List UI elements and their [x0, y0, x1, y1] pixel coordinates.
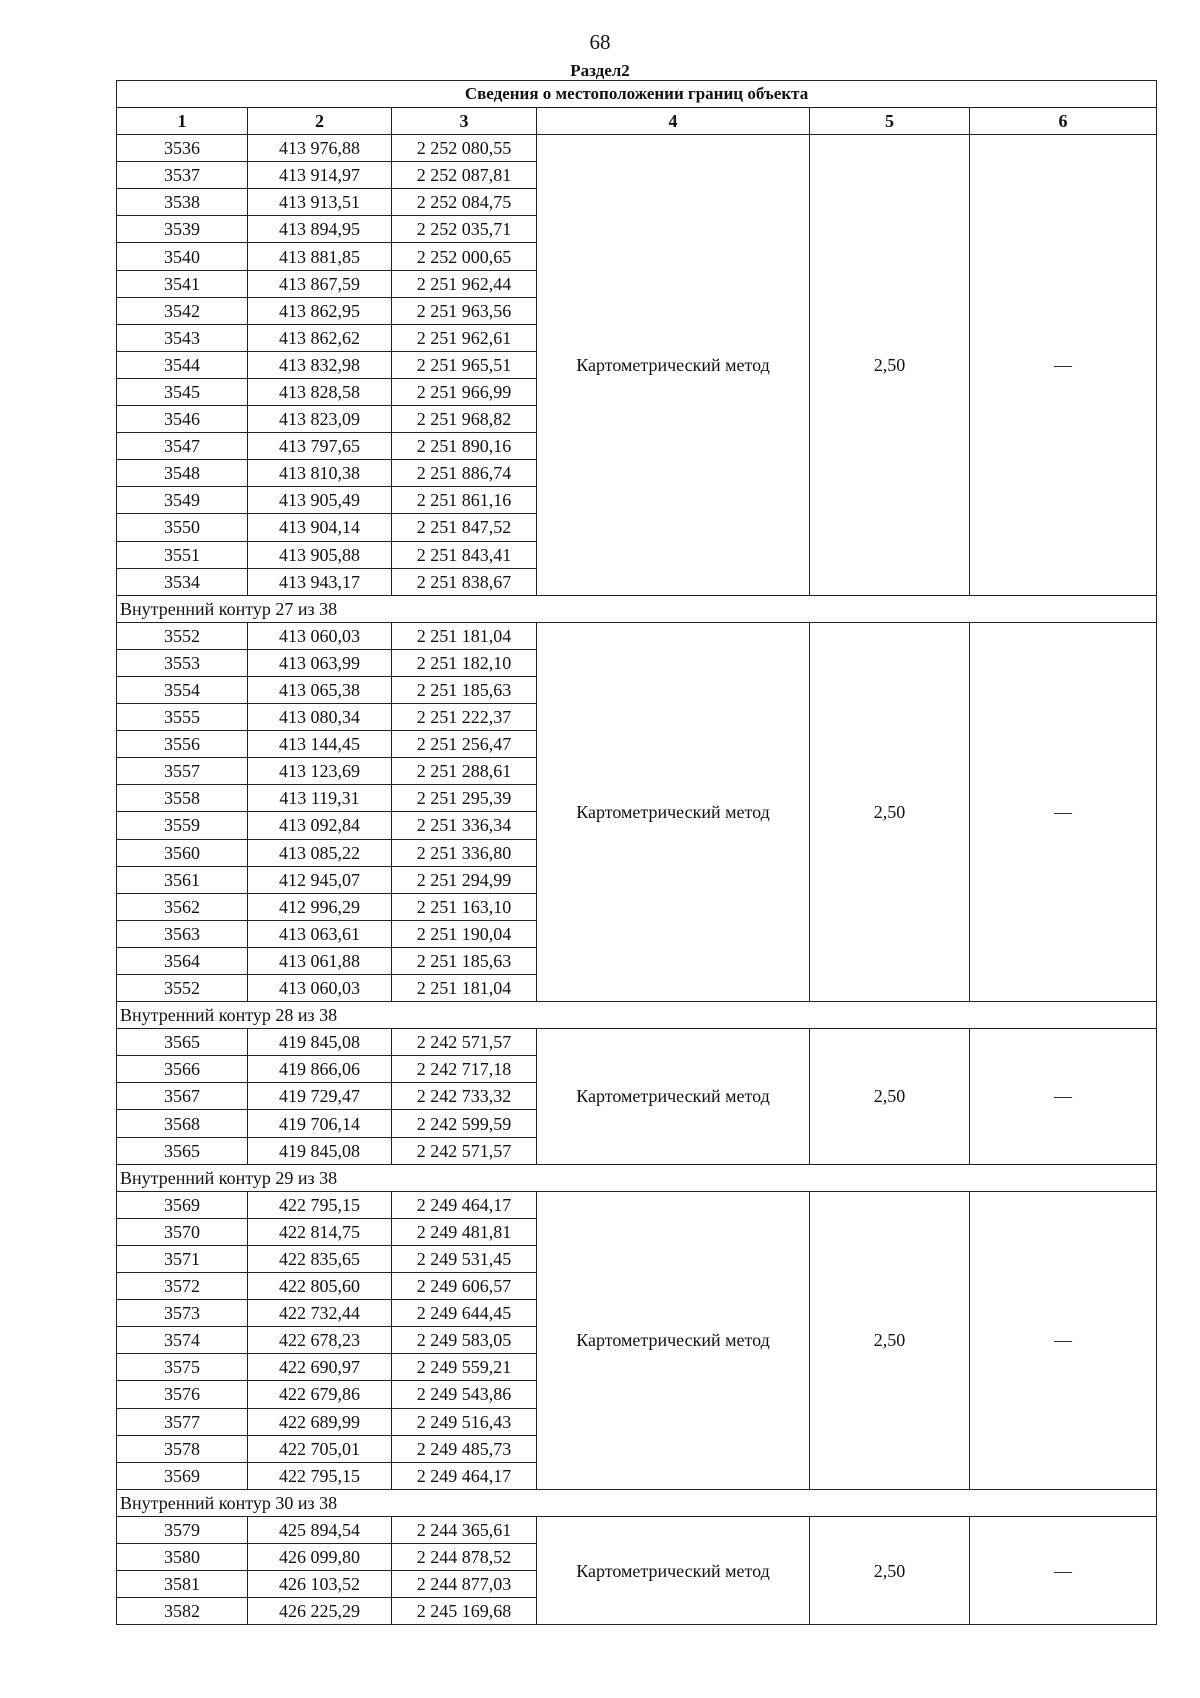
point-number-cell: 3546 [117, 406, 248, 433]
x-coordinate-cell: 413 828,58 [248, 378, 392, 405]
contour-label: Внутренний контур 28 из 38 [117, 1002, 1157, 1029]
y-coordinate-cell: 2 249 481,81 [392, 1218, 537, 1245]
y-coordinate-cell: 2 251 182,10 [392, 649, 537, 676]
y-coordinate-cell: 2 249 644,45 [392, 1300, 537, 1327]
accuracy-cell: 2,50 [810, 1516, 970, 1624]
point-number-cell: 3569 [117, 1191, 248, 1218]
contour-label: Внутренний контур 27 из 38 [117, 595, 1157, 622]
x-coordinate-cell: 419 729,47 [248, 1083, 392, 1110]
table-body [117, 135, 1157, 1625]
method-cell: Картометрический метод [537, 1516, 810, 1624]
x-coordinate-cell: 413 080,34 [248, 704, 392, 731]
x-coordinate-cell: 413 862,95 [248, 297, 392, 324]
y-coordinate-cell: 2 251 966,99 [392, 378, 537, 405]
point-number-cell: 3556 [117, 731, 248, 758]
point-number-cell: 3577 [117, 1408, 248, 1435]
y-coordinate-cell: 2 249 559,21 [392, 1354, 537, 1381]
x-coordinate-cell: 413 914,97 [248, 162, 392, 189]
y-coordinate-cell: 2 251 838,67 [392, 568, 537, 595]
description-cell: — [970, 135, 1157, 596]
accuracy-cell: 2,50 [810, 622, 970, 1001]
y-coordinate-cell: 2 251 847,52 [392, 514, 537, 541]
y-coordinate-cell: 2 251 190,04 [392, 920, 537, 947]
point-number-cell: 3582 [117, 1598, 248, 1625]
x-coordinate-cell: 413 881,85 [248, 243, 392, 270]
x-coordinate-cell: 413 862,62 [248, 324, 392, 351]
y-coordinate-cell: 2 249 606,57 [392, 1273, 537, 1300]
point-number-cell: 3536 [117, 135, 248, 162]
contour-label: Внутренний контур 30 из 38 [117, 1489, 1157, 1516]
y-coordinate-cell: 2 249 485,73 [392, 1435, 537, 1462]
y-coordinate-cell: 2 245 169,68 [392, 1598, 537, 1625]
y-coordinate-cell: 2 251 886,74 [392, 460, 537, 487]
x-coordinate-cell: 426 225,29 [248, 1598, 392, 1625]
y-coordinate-cell: 2 251 968,82 [392, 406, 537, 433]
y-coordinate-cell: 2 244 365,61 [392, 1516, 537, 1543]
x-coordinate-cell: 413 061,88 [248, 947, 392, 974]
point-number-cell: 3579 [117, 1516, 248, 1543]
x-coordinate-cell: 419 845,08 [248, 1137, 392, 1164]
point-number-cell: 3538 [117, 189, 248, 216]
y-coordinate-cell: 2 252 080,55 [392, 135, 537, 162]
point-number-cell: 3557 [117, 758, 248, 785]
point-number-cell: 3540 [117, 243, 248, 270]
point-number-cell: 3566 [117, 1056, 248, 1083]
table-row [117, 1029, 1157, 1056]
y-coordinate-cell: 2 251 222,37 [392, 704, 537, 731]
method-cell: Картометрический метод [537, 622, 810, 1001]
y-coordinate-cell: 2 244 877,03 [392, 1571, 537, 1598]
y-coordinate-cell: 2 251 336,34 [392, 812, 537, 839]
y-coordinate-cell: 2 249 516,43 [392, 1408, 537, 1435]
method-cell: Картометрический метод [537, 135, 810, 596]
y-coordinate-cell: 2 251 861,16 [392, 487, 537, 514]
point-number-cell: 3581 [117, 1571, 248, 1598]
x-coordinate-cell: 413 797,65 [248, 433, 392, 460]
x-coordinate-cell: 419 845,08 [248, 1029, 392, 1056]
x-coordinate-cell: 412 945,07 [248, 866, 392, 893]
y-coordinate-cell: 2 251 890,16 [392, 433, 537, 460]
table-row [117, 1516, 1157, 1543]
y-coordinate-cell: 2 249 464,17 [392, 1462, 537, 1489]
x-coordinate-cell: 413 123,69 [248, 758, 392, 785]
x-coordinate-cell: 413 976,88 [248, 135, 392, 162]
point-number-cell: 3545 [117, 378, 248, 405]
x-coordinate-cell: 413 092,84 [248, 812, 392, 839]
y-coordinate-cell: 2 251 185,63 [392, 676, 537, 703]
point-number-cell: 3547 [117, 433, 248, 460]
point-number-cell: 3541 [117, 270, 248, 297]
y-coordinate-cell: 2 242 733,32 [392, 1083, 537, 1110]
y-coordinate-cell: 2 251 181,04 [392, 975, 537, 1002]
point-number-cell: 3537 [117, 162, 248, 189]
table-row [117, 622, 1157, 649]
point-number-cell: 3580 [117, 1543, 248, 1570]
x-coordinate-cell: 425 894,54 [248, 1516, 392, 1543]
y-coordinate-cell: 2 249 583,05 [392, 1327, 537, 1354]
x-coordinate-cell: 426 103,52 [248, 1571, 392, 1598]
point-number-cell: 3565 [117, 1137, 248, 1164]
contour-header-row [117, 1002, 1157, 1029]
point-number-cell: 3549 [117, 487, 248, 514]
y-coordinate-cell: 2 251 163,10 [392, 893, 537, 920]
table-row [117, 135, 1157, 162]
x-coordinate-cell: 413 823,09 [248, 406, 392, 433]
y-coordinate-cell: 2 251 181,04 [392, 622, 537, 649]
x-coordinate-cell: 422 678,23 [248, 1327, 392, 1354]
description-cell: — [970, 1191, 1157, 1489]
point-number-cell: 3552 [117, 975, 248, 1002]
point-number-cell: 3543 [117, 324, 248, 351]
description-cell: — [970, 622, 1157, 1001]
x-coordinate-cell: 413 943,17 [248, 568, 392, 595]
column-number: 5 [810, 108, 970, 135]
x-coordinate-cell: 413 905,88 [248, 541, 392, 568]
method-cell: Картометрический метод [537, 1191, 810, 1489]
x-coordinate-cell: 413 063,61 [248, 920, 392, 947]
x-coordinate-cell: 413 905,49 [248, 487, 392, 514]
x-coordinate-cell: 422 795,15 [248, 1462, 392, 1489]
y-coordinate-cell: 2 242 571,57 [392, 1137, 537, 1164]
y-coordinate-cell: 2 251 965,51 [392, 351, 537, 378]
x-coordinate-cell: 419 866,06 [248, 1056, 392, 1083]
page-number: 68 [589, 30, 611, 54]
column-number: 3 [392, 108, 537, 135]
x-coordinate-cell: 413 060,03 [248, 622, 392, 649]
point-number-cell: 3564 [117, 947, 248, 974]
y-coordinate-cell: 2 242 599,59 [392, 1110, 537, 1137]
point-number-cell: 3560 [117, 839, 248, 866]
x-coordinate-cell: 413 065,38 [248, 676, 392, 703]
contour-header-row [117, 1164, 1157, 1191]
y-coordinate-cell: 2 242 717,18 [392, 1056, 537, 1083]
description-cell: — [970, 1029, 1157, 1164]
y-coordinate-cell: 2 251 843,41 [392, 541, 537, 568]
y-coordinate-cell: 2 252 035,71 [392, 216, 537, 243]
y-coordinate-cell: 2 244 878,52 [392, 1543, 537, 1570]
table-title: Сведения о местоположении границ объекта [117, 81, 1157, 108]
y-coordinate-cell: 2 249 543,86 [392, 1381, 537, 1408]
point-number-cell: 3534 [117, 568, 248, 595]
x-coordinate-cell: 413 810,38 [248, 460, 392, 487]
point-number-cell: 3575 [117, 1354, 248, 1381]
contour-header-row [117, 595, 1157, 622]
column-number: 1 [117, 108, 248, 135]
method-cell: Картометрический метод [537, 1029, 810, 1164]
x-coordinate-cell: 422 814,75 [248, 1218, 392, 1245]
point-number-cell: 3567 [117, 1083, 248, 1110]
x-coordinate-cell: 422 690,97 [248, 1354, 392, 1381]
point-number-cell: 3568 [117, 1110, 248, 1137]
point-number-cell: 3561 [117, 866, 248, 893]
x-coordinate-cell: 422 689,99 [248, 1408, 392, 1435]
y-coordinate-cell: 2 251 185,63 [392, 947, 537, 974]
y-coordinate-cell: 2 251 962,61 [392, 324, 537, 351]
contour-label: Внутренний контур 29 из 38 [117, 1164, 1157, 1191]
x-coordinate-cell: 413 867,59 [248, 270, 392, 297]
table-row [117, 1191, 1157, 1218]
point-number-cell: 3542 [117, 297, 248, 324]
x-coordinate-cell: 412 996,29 [248, 893, 392, 920]
point-number-cell: 3563 [117, 920, 248, 947]
y-coordinate-cell: 2 249 464,17 [392, 1191, 537, 1218]
y-coordinate-cell: 2 252 000,65 [392, 243, 537, 270]
y-coordinate-cell: 2 251 963,56 [392, 297, 537, 324]
x-coordinate-cell: 426 099,80 [248, 1543, 392, 1570]
contour-header-row [117, 1489, 1157, 1516]
point-number-cell: 3553 [117, 649, 248, 676]
accuracy-cell: 2,50 [810, 1029, 970, 1164]
x-coordinate-cell: 413 085,22 [248, 839, 392, 866]
accuracy-cell: 2,50 [810, 1191, 970, 1489]
x-coordinate-cell: 422 732,44 [248, 1300, 392, 1327]
column-number: 6 [970, 108, 1157, 135]
description-cell: — [970, 1516, 1157, 1624]
x-coordinate-cell: 422 705,01 [248, 1435, 392, 1462]
y-coordinate-cell: 2 252 087,81 [392, 162, 537, 189]
y-coordinate-cell: 2 251 256,47 [392, 731, 537, 758]
point-number-cell: 3554 [117, 676, 248, 703]
x-coordinate-cell: 422 835,65 [248, 1245, 392, 1272]
y-coordinate-cell: 2 252 084,75 [392, 189, 537, 216]
y-coordinate-cell: 2 242 571,57 [392, 1029, 537, 1056]
point-number-cell: 3562 [117, 893, 248, 920]
boundary-table [116, 80, 1157, 1625]
y-coordinate-cell: 2 251 288,61 [392, 758, 537, 785]
point-number-cell: 3573 [117, 1300, 248, 1327]
x-coordinate-cell: 413 913,51 [248, 189, 392, 216]
x-coordinate-cell: 422 805,60 [248, 1273, 392, 1300]
x-coordinate-cell: 422 679,86 [248, 1381, 392, 1408]
point-number-cell: 3559 [117, 812, 248, 839]
y-coordinate-cell: 2 251 962,44 [392, 270, 537, 297]
point-number-cell: 3574 [117, 1327, 248, 1354]
point-number-cell: 3552 [117, 622, 248, 649]
point-number-cell: 3544 [117, 351, 248, 378]
point-number-cell: 3572 [117, 1273, 248, 1300]
point-number-cell: 3539 [117, 216, 248, 243]
x-coordinate-cell: 419 706,14 [248, 1110, 392, 1137]
x-coordinate-cell: 413 060,03 [248, 975, 392, 1002]
y-coordinate-cell: 2 251 336,80 [392, 839, 537, 866]
point-number-cell: 3576 [117, 1381, 248, 1408]
point-number-cell: 3551 [117, 541, 248, 568]
x-coordinate-cell: 413 063,99 [248, 649, 392, 676]
point-number-cell: 3555 [117, 704, 248, 731]
column-number-row [117, 108, 1157, 135]
point-number-cell: 3558 [117, 785, 248, 812]
point-number-cell: 3550 [117, 514, 248, 541]
point-number-cell: 3569 [117, 1462, 248, 1489]
section-label: Раздел2 [570, 61, 630, 80]
column-number: 4 [537, 108, 810, 135]
point-number-cell: 3578 [117, 1435, 248, 1462]
y-coordinate-cell: 2 251 295,39 [392, 785, 537, 812]
point-number-cell: 3548 [117, 460, 248, 487]
x-coordinate-cell: 413 119,31 [248, 785, 392, 812]
x-coordinate-cell: 422 795,15 [248, 1191, 392, 1218]
point-number-cell: 3570 [117, 1218, 248, 1245]
x-coordinate-cell: 413 832,98 [248, 351, 392, 378]
x-coordinate-cell: 413 894,95 [248, 216, 392, 243]
x-coordinate-cell: 413 904,14 [248, 514, 392, 541]
point-number-cell: 3565 [117, 1029, 248, 1056]
y-coordinate-cell: 2 251 294,99 [392, 866, 537, 893]
point-number-cell: 3571 [117, 1245, 248, 1272]
x-coordinate-cell: 413 144,45 [248, 731, 392, 758]
y-coordinate-cell: 2 249 531,45 [392, 1245, 537, 1272]
accuracy-cell: 2,50 [810, 135, 970, 596]
column-number: 2 [248, 108, 392, 135]
